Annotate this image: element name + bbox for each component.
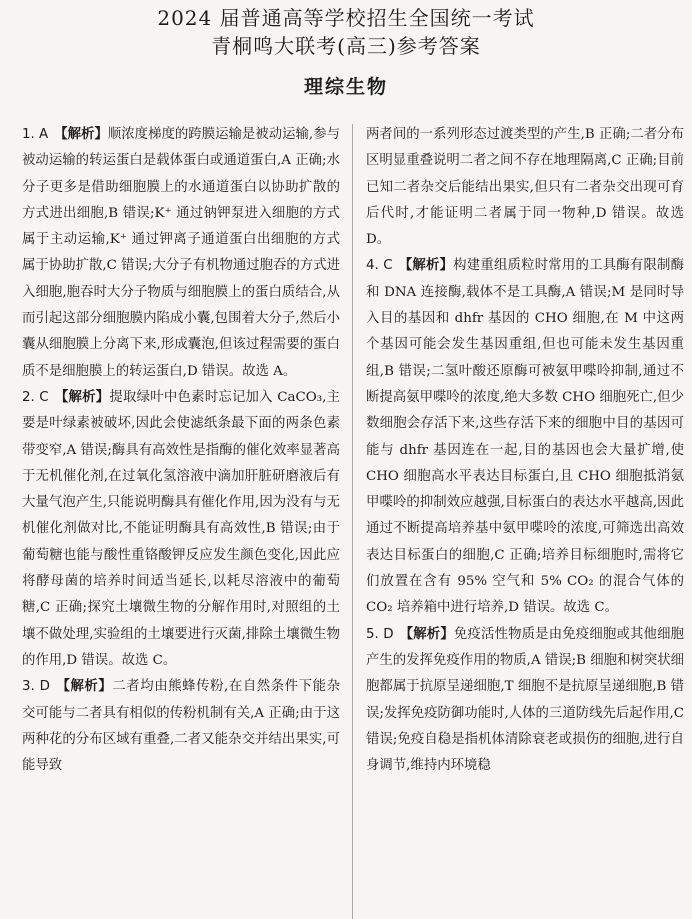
answer-1-number: 1. A — [22, 127, 49, 142]
exam-subtitle: 青桐鸣大联考(高三)参考答案 — [211, 34, 481, 58]
answer-2-tag: 【解析】 — [54, 389, 110, 405]
answer-5-number: 5. D — [366, 626, 394, 642]
column-divider — [352, 124, 353, 919]
answer-3-tag: 【解析】 — [55, 679, 113, 695]
answer-2 — [22, 385, 340, 674]
answer-4-tag: 【解析】 — [398, 258, 454, 274]
answer-2-number: 2. C — [22, 389, 49, 405]
answer-1 — [22, 122, 340, 385]
exam-title: 2024 届普通高等学校招生全国统一考试 — [157, 6, 535, 30]
answer-1-tag: 【解析】 — [54, 127, 108, 142]
answer-5 — [366, 622, 684, 780]
answer-5-text: 免疫活性物质是由免疫细胞或其他细胞产生的发挥免疫作用的物质,A 错误;B 细胞和树突状细胞都属于抗原呈递细胞,T 细胞不是抗原呈递细胞,B 错误;发挥免疫防御功能时,人体的三道防线先后起作用,C 错误;免疫自稳是指机体清除衰老或损伤的细胞,进行自身调节,维持内环境稳 — [366, 626, 685, 774]
answer-2-text: 提取绿叶中色素时忘记加入 CaCO₃,主要是叶绿素被破坏,因此会使滤纸条最下面的两条色素带变窄,A 错误;酶具有高效性是指酶的催化效率显著高于无机催化剂,在过氧化氢溶液中滴加肝脏研磨液后有大量气泡产生,只能说明酶具有催化作用,因为没有与无机催化剂做对比,不能证明酶具有高效性,B 错误;由于葡萄糖也能与酸性重铬酸钾反应发生颜色变化,因此应将酵母菌的培养时间适当延长,以耗尽溶液中的葡萄糖,C 正确;探究土壤微生物的分解作用时,对照组的土壤不做处理,实验组的土壤要进行灭菌,排除土壤微生物的作用,D 错误。故选 C。 — [22, 389, 340, 668]
answer-3-text: 二者均由熊蜂传粉,在自然条件下能杂交可能与二者具有相似的传粉机制有关,A 正确;由于这两种花的分布区域有重叠,二者又能杂交并结出果实,可能导致 — [22, 679, 340, 774]
answer-3-number: 3. D — [22, 679, 50, 695]
subject-title: 理综生物 — [303, 76, 388, 98]
answer-1-text: 顺浓度梯度的跨膜运输是被动运输,参与被动运输的转运蛋白是载体蛋白或通道蛋白,A 正确;水分子更多是借助细胞膜上的水通道蛋白以协助扩散的方式进出细胞,B 错误;K⁺ 通过钠钾泵进入细胞的方式属于主动运输,K⁺ 通过钾离子通道蛋白出细胞的方式属于协助扩散,C 错误;大分子有机物通过胞吞的方式进入细胞,胞吞时大分子物质与细胞膜上的蛋白质结合,从而引起这部分细胞膜内陷成小囊,包围着大分子,然后小囊从细胞膜上分离下来,形成囊泡,但该过程需要的蛋白质不是细胞膜上的转运蛋白,D 错误。故选 A。 — [22, 127, 340, 379]
answer-4 — [366, 253, 684, 621]
answer-3 — [22, 674, 340, 779]
right-column — [366, 122, 684, 779]
answer-5-tag: 【解析】 — [399, 626, 454, 642]
answer-4-number: 4. C — [366, 258, 393, 274]
answer-3-continued: 两者间的一系列形态过渡类型的产生,B 正确;二者分布区明显重叠说明二者之间不存在地理隔离,C 正确;目前已知二者杂交后能结出果实,但只有二者杂交出现可育后代时,才能证明二者属于同一物种,D 错误。故选 D。 — [366, 127, 684, 248]
left-column — [22, 122, 340, 779]
answer-4-text: 构建重组质粒时常用的工具酶有限制酶和 DNA 连接酶,载体不是工具酶,A 错误;M 是同时导入目的基因和 dhfr 基因的 CHO 细胞,在 M 中这两个基因可能会发生基因重组,但也可能未发生基因重组,B 错误;二氢叶酸还原酶可被氨甲喋呤抑制,通过不断提高氨甲喋呤的浓度,绝大多数 CHO 细胞死亡,但少数细胞会存活下来,这些存活下来的细胞中目的基因可能与 dhfr 基因连在一起,目的基因也会大量扩增,使 CHO 细胞高水平表达目标蛋白,且 CHO 细胞抵消氨甲喋呤的抑制效应越强,目标蛋白的表达水平越高,因此通过不断提高培养基中氨甲喋呤的浓度,可筛选出高效表达目标蛋白的细胞,C 正确;培养目标细胞时,需将它们放置在含有 95% 空气和 5% CO₂ 的混合气体的 CO₂ 培养箱中进行培养,D 错误。故选 C。 — [366, 258, 685, 616]
